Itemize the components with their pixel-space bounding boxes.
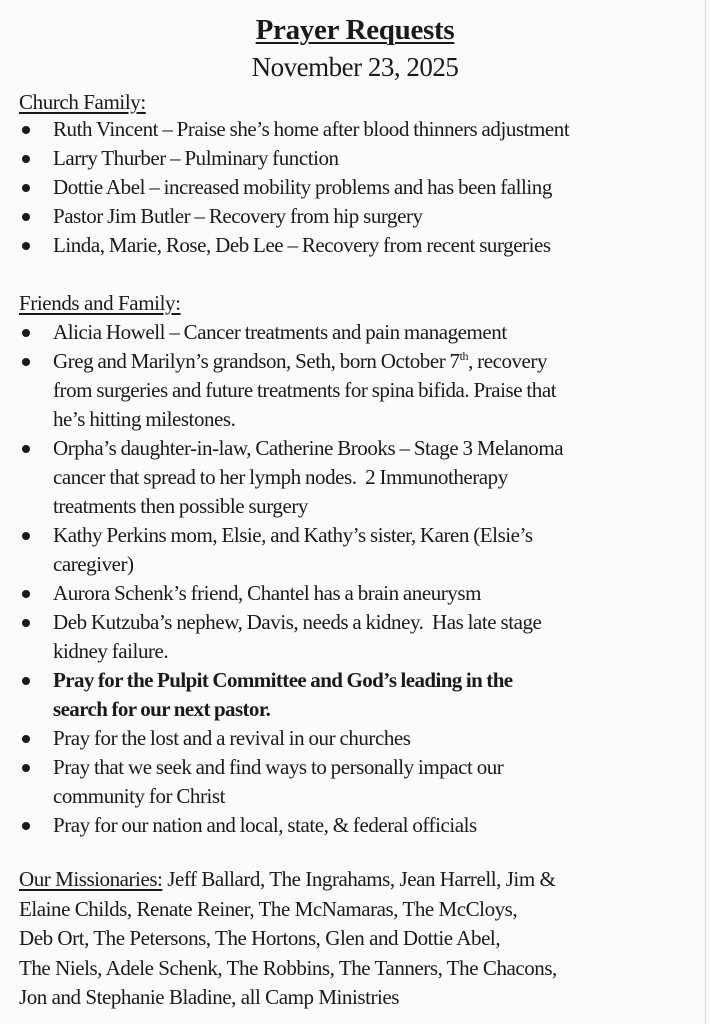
item-text: Pray that we seek and find ways to personally impact our: [53, 755, 504, 779]
item-text: from surgeries and future treatments for spina bifida. Praise that: [53, 378, 557, 402]
item-text: Greg and Marilyn’s grandson, Seth, born October 7: [53, 349, 460, 373]
item-text: Larry Thurber – Pulminary function: [53, 146, 339, 170]
bullet-icon: [22, 764, 30, 772]
bullet-icon: [22, 155, 30, 163]
missionaries-line: The Niels, Adele Schenk, The Robbins, The Tanners, The Chacons,: [19, 955, 557, 980]
item-text: Pastor Jim Butler – Recovery from hip surgery: [53, 204, 423, 228]
list-item-emphasis: [0, 666, 700, 724]
bullet-icon: [22, 445, 30, 453]
item-text: , recovery: [468, 349, 548, 373]
item-text: Pray for the lost and a revival in our churches: [53, 726, 411, 750]
list-item: [0, 347, 700, 434]
missionaries-text: Jeff Ballard, The Ingrahams, Jean Harrell, Jim &: [162, 867, 556, 891]
bullet-icon: [22, 329, 30, 337]
list-item: [0, 231, 700, 260]
title-text: Prayer Requests: [255, 14, 455, 46]
bullet-icon: [22, 242, 30, 250]
item-text: treatments then possible surgery: [53, 494, 308, 518]
church-family-heading: Church Family:: [19, 90, 146, 114]
item-text: Aurora Schenk’s friend, Chantel has a brain aneurysm: [53, 581, 481, 605]
missionaries-line: Jon and Stephanie Bladine, all Camp Ministries: [19, 985, 399, 1009]
friends-family-heading: Friends and Family:: [19, 291, 181, 315]
bullet-icon: [22, 126, 30, 134]
bullet-icon: [22, 822, 30, 830]
list-item: [0, 521, 700, 579]
item-text: caregiver): [53, 552, 134, 576]
bullet-icon: [22, 677, 30, 685]
item-text: Ruth Vincent – Praise she’s home after blood thinners adjustment: [53, 117, 570, 141]
bullet-icon: [22, 735, 30, 743]
superscript: th: [459, 349, 469, 363]
item-text: Dottie Abel – increased mobility problems and has been falling: [53, 175, 552, 199]
missionaries-paragraph: [19, 865, 699, 1013]
bullet-icon: [22, 213, 30, 221]
missionaries-line: Deb Ort, The Petersons, The Hortons, Glen and Dottie Abel,: [19, 926, 501, 950]
list-item: [0, 579, 700, 608]
list-item: [0, 144, 700, 173]
missionaries-heading: Our Missionaries:: [19, 867, 163, 891]
list-item: [0, 318, 700, 347]
list-item: [0, 434, 700, 521]
missionaries-line: Elaine Childs, Renate Reiner, The McNamaras, The McCloys,: [19, 896, 518, 921]
item-text: search for our next pastor.: [53, 697, 271, 721]
page-edge: [705, 0, 706, 1024]
friends-family-list: [0, 318, 700, 840]
item-text: Deb Kutzuba’s nephew, Davis, needs a kidney. Has late stage: [53, 610, 542, 634]
item-text: cancer that spread to her lymph nodes. 2 Immunotherapy: [53, 465, 508, 489]
item-text: kidney failure.: [53, 639, 169, 663]
page-title: [0, 14, 710, 47]
bullet-icon: [22, 358, 30, 366]
item-text: Orpha’s daughter-in-law, Catherine Brooks – Stage 3 Melanoma: [53, 436, 564, 460]
item-text: Kathy Perkins mom, Elsie, and Kathy’s sister, Karen (Elsie’s: [53, 523, 533, 547]
item-text: he’s hitting milestones.: [53, 407, 236, 431]
list-item: [0, 724, 700, 753]
bullet-icon: [22, 184, 30, 192]
item-text: community for Christ: [53, 784, 225, 808]
list-item: [0, 173, 700, 202]
page-date: November 23, 2025: [251, 52, 459, 82]
missionaries-line: [19, 865, 699, 895]
church-family-list: [0, 115, 700, 260]
bullet-icon: [22, 619, 30, 627]
list-item: [0, 753, 700, 811]
item-text: Pray for our nation and local, state, & federal officials: [53, 813, 477, 837]
list-item: [0, 811, 700, 840]
list-item: [0, 608, 700, 666]
list-item: [0, 202, 700, 231]
item-text: Alicia Howell – Cancer treatments and pain management: [53, 320, 507, 344]
bullet-icon: [22, 532, 30, 540]
list-item: [0, 115, 700, 144]
bullet-icon: [22, 590, 30, 598]
item-text: Pray for the Pulpit Committee and God’s leading in the: [53, 668, 513, 692]
item-text: Linda, Marie, Rose, Deb Lee – Recovery from recent surgeries: [53, 233, 551, 257]
